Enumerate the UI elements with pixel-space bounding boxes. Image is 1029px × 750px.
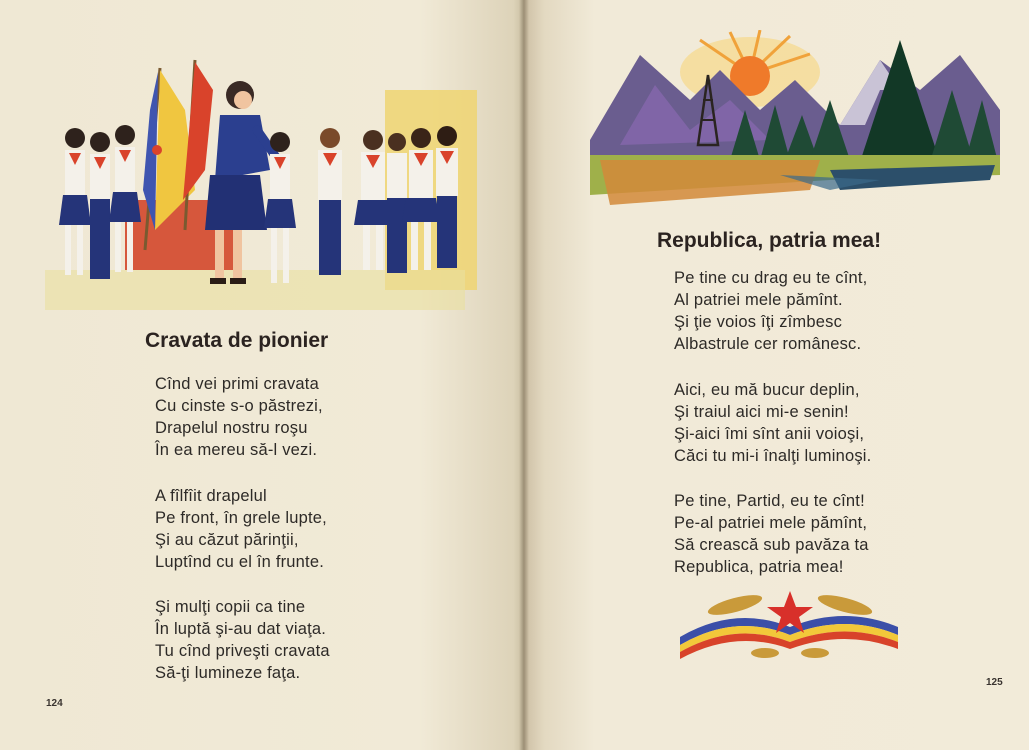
poem-line: În luptă şi-au dat viaţa. <box>155 620 327 638</box>
poem-line: Pe front, în grele lupte, <box>155 509 327 527</box>
poem-line: Cînd vei primi cravata <box>155 375 319 393</box>
page-number: 125 <box>986 677 1003 688</box>
poem-line: Şi au căzut părinţii, <box>155 531 299 549</box>
poem-stanza-2 <box>155 485 327 573</box>
poem-line: Republica, patria mea! <box>674 558 844 576</box>
poem-line: Şi traiul aici mi-e senin! <box>674 403 849 421</box>
poem-title: Cravata de pionier <box>145 329 329 352</box>
poem-line: Pe-al patriei mele pămînt, <box>674 514 868 532</box>
poem-line: Aici, eu mă bucur deplin, <box>674 381 860 399</box>
poem-line: Tu cînd priveşti cravata <box>155 642 330 660</box>
star-wheat-tricolor-emblem <box>680 585 900 665</box>
poem-title: Republica, patria mea! <box>657 229 882 252</box>
poem-line: Drapelul nostru roşu <box>155 419 308 437</box>
poem-line: Să-ţi lumineze faţa. <box>155 664 301 682</box>
mountain-landscape-illustration <box>580 30 1000 210</box>
poem-line: A fîlfîit drapelul <box>155 487 267 505</box>
book-gutter <box>519 0 529 750</box>
poem-line: Albastrule cer românesc. <box>674 335 862 353</box>
poem-stanza-1 <box>674 267 867 355</box>
page-number: 124 <box>46 698 63 709</box>
poem-line: Să crească sub pavăza ta <box>674 536 869 554</box>
poem-stanza-3 <box>155 596 330 684</box>
pioneer-ceremony-illustration <box>45 50 480 312</box>
poem-line: Şi mulţi copii ca tine <box>155 598 306 616</box>
poem-line: Căci tu mi-i înalţi luminoşi. <box>674 447 872 465</box>
poem-line: Şi-aici îmi sînt anii voioşi, <box>674 425 865 443</box>
right-page <box>524 0 1029 750</box>
poem-line: Pe tine, Partid, eu te cînt! <box>674 492 865 510</box>
poem-line: Al patriei mele pămînt. <box>674 291 843 309</box>
poem-line: Luptînd cu el în frunte. <box>155 553 324 571</box>
poem-line: În ea mereu să-l vezi. <box>155 441 318 459</box>
poem-line: Pe tine cu drag eu te cînt, <box>674 269 868 287</box>
poem-line: Şi ţie voios îţi zîmbesc <box>674 313 843 331</box>
poem-stanza-2 <box>674 379 871 467</box>
poem-stanza-1 <box>155 373 323 461</box>
poem-stanza-3 <box>674 490 869 578</box>
poem-line: Cu cinste s-o păstrezi, <box>155 397 323 415</box>
